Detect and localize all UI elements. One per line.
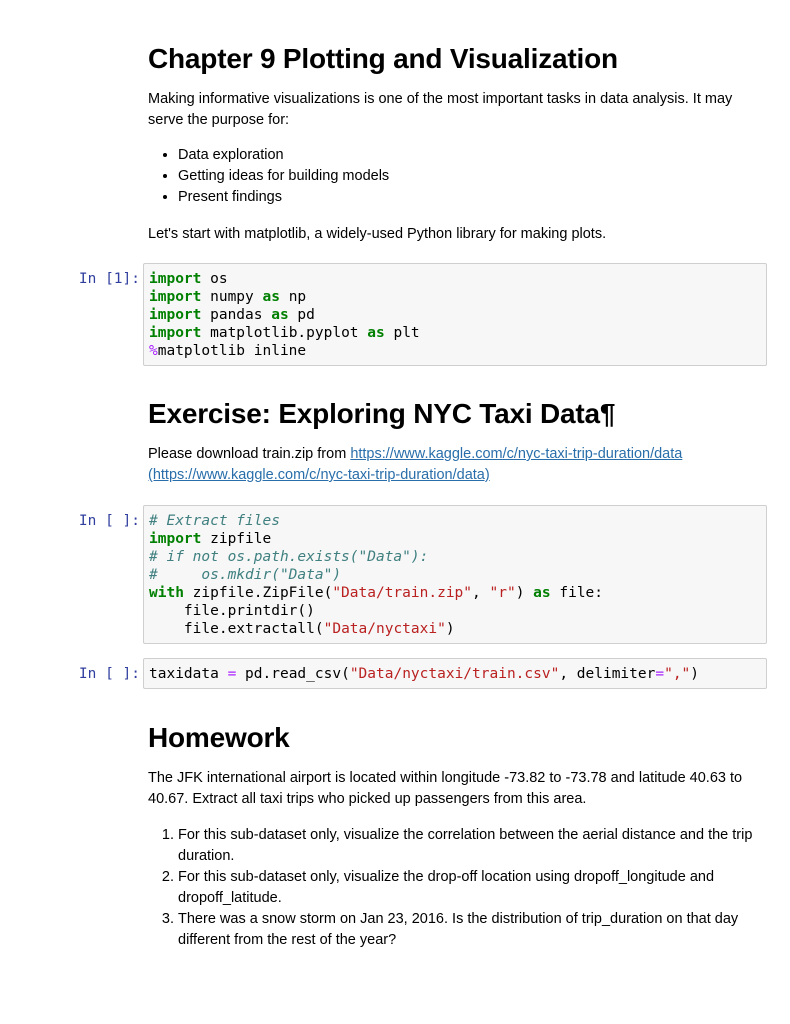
code-comment: # Extract files [149, 513, 280, 529]
homework-list [148, 825, 768, 951]
exercise-paragraph [148, 444, 768, 486]
magic-symbol: % [149, 343, 158, 359]
code-token: ) [515, 585, 534, 601]
code-token: , [472, 585, 490, 601]
list-item: • Getting ideas for building models [178, 166, 768, 187]
code-cell-3-source[interactable] [149, 665, 761, 683]
string-literal: "Data/nyctaxi/train.csv" [349, 666, 560, 682]
string-literal: "Data/train.zip" [332, 585, 473, 601]
code-token: zipfile [201, 531, 272, 547]
keyword: with [149, 585, 184, 601]
list-item: • Present findings [178, 187, 768, 208]
code-token: numpy [201, 289, 263, 305]
string-literal: "r" [489, 585, 516, 601]
operator: = [227, 666, 237, 682]
code-token: pd.read_csv( [236, 666, 350, 682]
code-comment: # if not os.path.exists("Data"): [149, 549, 429, 565]
code-cell-2[interactable] [143, 505, 767, 644]
code-token: matplotlib inline [157, 343, 307, 359]
list-item: 3. There was a snow storm on Jan 23, 2016. Is the distribution of trip_duration on that day different from the rest of the year? [178, 909, 768, 951]
code-token: pd [288, 307, 315, 323]
keyword: as [367, 325, 385, 341]
homework-title: Homework [148, 722, 290, 753]
intro-paragraph: Making informative visualizations is one of the most important tasks in data analysis. It may serve the purpose for: [148, 91, 733, 128]
code-cell-3[interactable] [143, 658, 767, 689]
code-token: ) [690, 666, 700, 682]
keyword: as [262, 289, 280, 305]
code-cell-2-source[interactable] [149, 512, 761, 638]
string-literal: "," [664, 666, 691, 682]
start-paragraph: Let's start with matplotlib, a widely-used Python library for making plots. [148, 226, 607, 242]
list-item: 2. For this sub-dataset only, visualize the drop-off location using dropoff_longitude and dropoff_latitude. [178, 867, 768, 909]
kaggle-link-url[interactable]: (https://www.kaggle.com/c/nyc-taxi-trip-duration/data) [148, 467, 490, 483]
code-token: file.extractall( [149, 621, 324, 637]
cell-1-prompt: In [1]: [78, 271, 140, 287]
homework-paragraph: The JFK international airport is located within longitude -73.82 to -73.78 and latitude 40.63 to 40.67. Extract all taxi trips who picked up passengers from this area. [148, 770, 743, 807]
string-literal: "Data/nyctaxi" [323, 621, 446, 637]
list-item: • Data exploration [178, 145, 768, 166]
code-cell-1-source[interactable] [149, 270, 761, 360]
code-token: file.printdir() [149, 603, 315, 619]
code-token: zipfile.ZipFile( [183, 585, 333, 601]
code-token: , delimiter [559, 666, 656, 682]
code-token: matplotlib.pyplot [201, 325, 368, 341]
keyword: as [271, 307, 289, 323]
keyword: as [533, 585, 551, 601]
code-token: plt [384, 325, 420, 341]
code-cell-1[interactable] [143, 263, 767, 366]
exercise-text [148, 444, 768, 486]
keyword: import [149, 307, 202, 323]
keyword: import [149, 325, 202, 341]
code-comment: # os.mkdir("Data") [149, 567, 342, 583]
keyword: import [149, 531, 202, 547]
code-token: ) [445, 621, 455, 637]
code-token: taxidata [149, 666, 228, 682]
chapter-title: Chapter 9 Plotting and Visualization [148, 43, 618, 74]
code-token: os [201, 271, 228, 287]
keyword: import [149, 271, 202, 287]
kaggle-link[interactable]: https://www.kaggle.com/c/nyc-taxi-trip-duration/data [350, 446, 683, 462]
code-token: np [279, 289, 307, 305]
intro-text [148, 89, 768, 131]
operator: = [655, 666, 665, 682]
start-text [148, 224, 768, 245]
homework-intro [148, 768, 768, 810]
list-item: 1. For this sub-dataset only, visualize the correlation between the aerial distance and the trip duration. [178, 825, 768, 867]
exercise-text-prefix: Please download train.zip from [148, 446, 351, 462]
cell-3-prompt: In [ ]: [78, 666, 140, 682]
purpose-list [148, 145, 768, 208]
cell-2-prompt: In [ ]: [78, 513, 140, 529]
code-token: file: [550, 585, 604, 601]
keyword: import [149, 289, 202, 305]
exercise-title: Exercise: Exploring NYC Taxi Data¶ [148, 398, 616, 429]
code-token: pandas [201, 307, 272, 323]
